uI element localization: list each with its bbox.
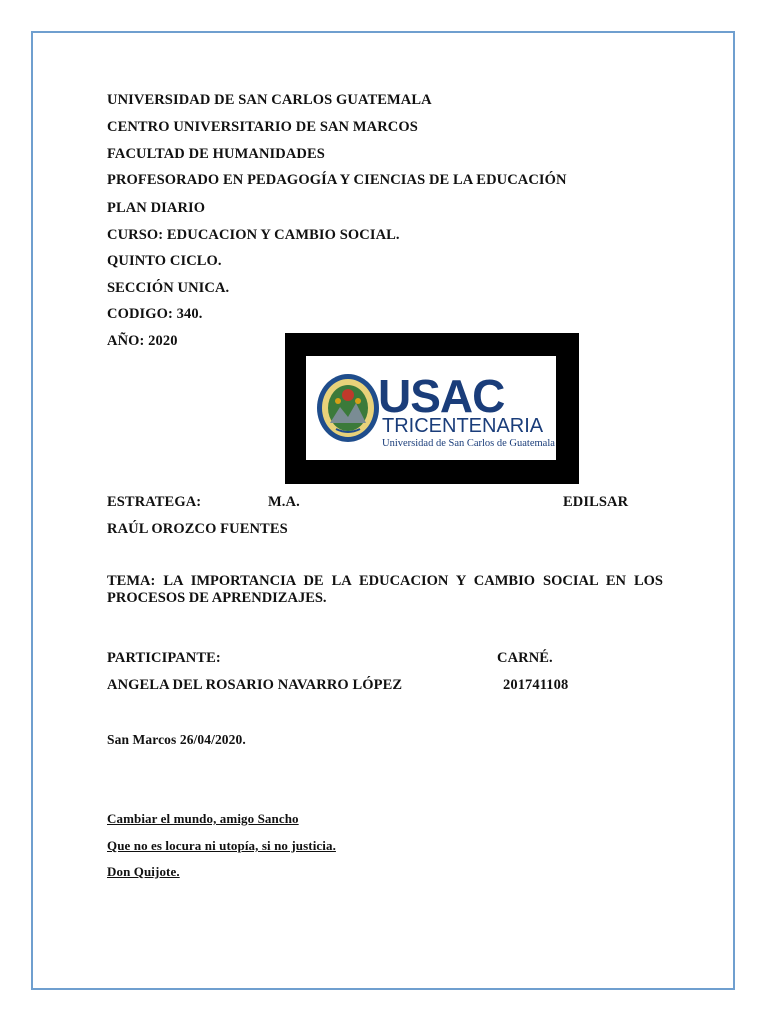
university-seal-icon bbox=[316, 373, 380, 443]
logo-panel bbox=[306, 356, 556, 460]
header-university: UNIVERSIDAD DE SAN CARLOS GUATEMALA bbox=[107, 92, 432, 108]
logo-tricentenaria-text: TRICENTENARIA bbox=[382, 415, 544, 437]
header-year: AÑO: 2020 bbox=[107, 333, 178, 349]
header-program: PROFESORADO EN PEDAGOGÍA Y CIENCIAS DE LA EDUCACIÓN bbox=[107, 172, 567, 188]
header-section: SECCIÓN UNICA. bbox=[107, 280, 230, 296]
place-date: San Marcos 26/04/2020. bbox=[107, 732, 246, 747]
header-code: CODIGO: 340. bbox=[107, 306, 203, 322]
participant-label: PARTICIPANTE: bbox=[107, 650, 221, 666]
header-cycle: QUINTO CICLO. bbox=[107, 253, 222, 269]
carne-label: CARNÉ. bbox=[497, 650, 553, 666]
strategist-surnames: RAÚL OROZCO FUENTES bbox=[107, 521, 288, 537]
quote-line-2: Que no es locura ni utopía, si no justicia. bbox=[107, 838, 336, 853]
logo-usac-text: USAC bbox=[378, 370, 505, 422]
logo-caption: Universidad de San Carlos de Guatemala bbox=[382, 438, 555, 449]
strategist-first-name: EDILSAR bbox=[563, 494, 629, 510]
strategist-label: ESTRATEGA: bbox=[107, 494, 202, 510]
usac-logo bbox=[285, 333, 579, 484]
topic-text: TEMA: LA IMPORTANCIA DE LA EDUCACION Y CAMBIO SOCIAL EN LOS PROCESOS DE APRENDIZAJES. bbox=[107, 573, 663, 606]
quote-line-1: Cambiar el mundo, amigo Sancho bbox=[107, 811, 299, 826]
strategist-degree: M.A. bbox=[268, 494, 300, 510]
header-plan: PLAN DIARIO bbox=[107, 200, 206, 216]
participant-name: ANGELA DEL ROSARIO NAVARRO LÓPEZ bbox=[107, 677, 403, 693]
header-course: CURSO: EDUCACION Y CAMBIO SOCIAL. bbox=[107, 227, 400, 243]
header-faculty: FACULTAD DE HUMANIDADES bbox=[107, 146, 325, 162]
carne-number: 201741108 bbox=[503, 677, 569, 693]
quote-author: Don Quijote. bbox=[107, 864, 180, 879]
header-center: CENTRO UNIVERSITARIO DE SAN MARCOS bbox=[107, 119, 418, 135]
